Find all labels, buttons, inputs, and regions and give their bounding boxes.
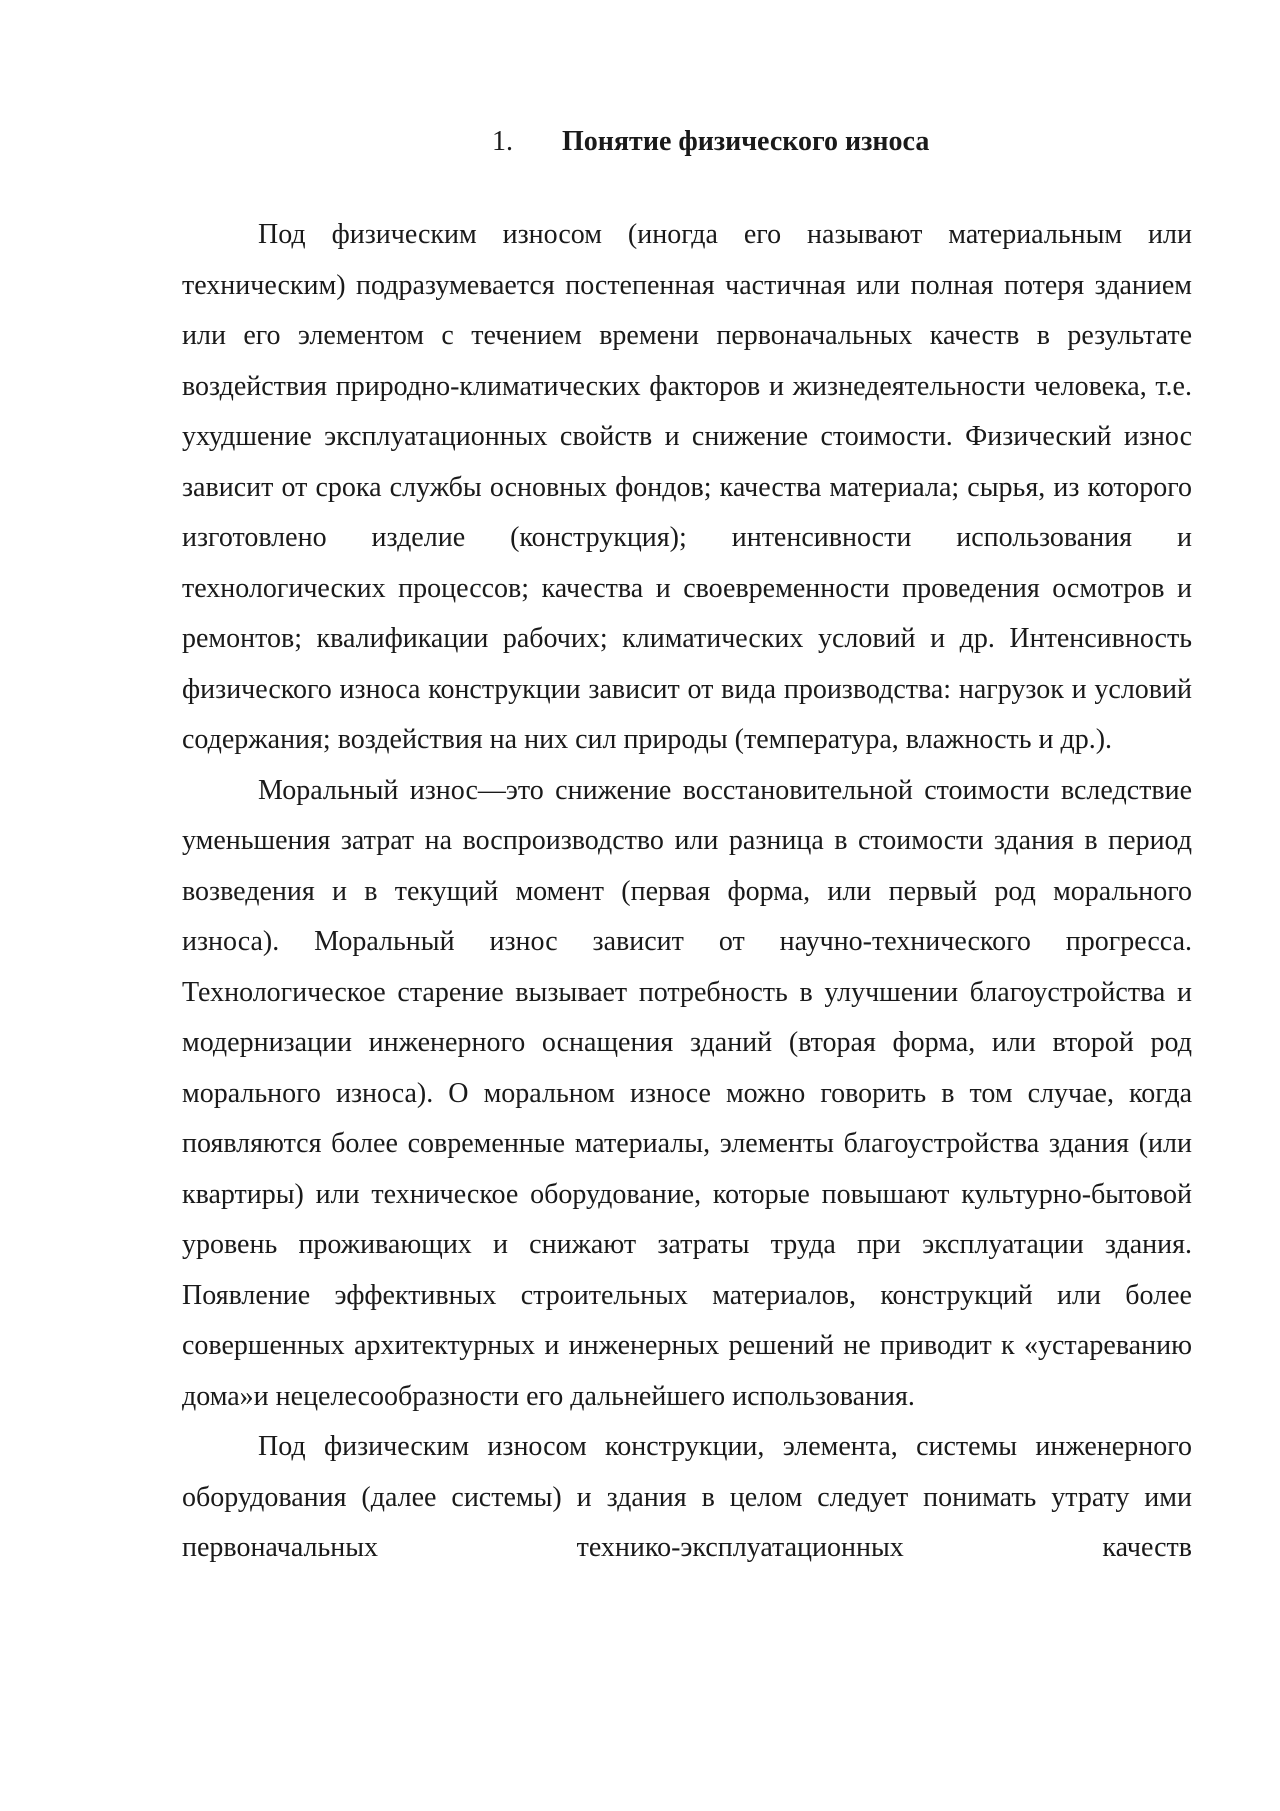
paragraph-physical-wear: Под физическим износом (иногда его называют материальным или техническим) подразумевается постепенная частичная или полная потеря зданием или его элементом с течением времени первоначальных качеств в результате воздействия природно-климатических факторов и жизнедеятельности человека, т.е. ухудшение эксплуатационных свойств и снижение стоимости. Физический износ зависит от срока службы основных фондов; качества материала; сырья, из которого изготовлено изделие (конструкция); интенсивности использования и технологических процессов; качества и своевременности проведения осмотров и ремонтов; квалификации рабочих; климатических условий и др. Интенсивность физического износа конструкции зависит от вида производства: нагрузок и условий содержания; воздействия на них сил природы (температура, влажность и др.). [182,219,1192,755]
section-heading [0,122,1280,162]
paragraph-moral-wear: Моральный износ—это снижение восстановительной стоимости вследствие уменьшения затрат на воспроизводство или разница в стоимости здания в период возведения и в текущий момент (первая форма, или первый род морального износа). Моральный износ зависит от научно-технического прогресса. Технологическое старение вызывает потребность в улучшении благоустройства и модернизации инженерного оснащения зданий (вторая форма, или второй род морального износа). О моральном износе можно говорить в том случае, когда появляются более современные материалы, элементы благоустройства здания (или квартиры) или техническое оборудование, которые повышают культурно-бытовой уровень проживающих и снижают затраты труда при эксплуатации здания. Появление эффективных строительных материалов, конструкций или более совершенных архитектурных и инженерных решений не приводит к «устареванию дома»и нецелесообразности его дальнейшего использования. [182,774,1192,1412]
body-text [182,210,1192,1574]
section-number: 1. [492,126,513,157]
paragraph-physical-wear-definition: Под физическим износом конструкции, элемента, системы инженерного оборудования (далее системы) и здания в целом следует понимать утрату ими первоначальных технико-эксплуатационных качеств [182,1431,1192,1563]
section-title: Понятие физического износа [562,126,930,157]
